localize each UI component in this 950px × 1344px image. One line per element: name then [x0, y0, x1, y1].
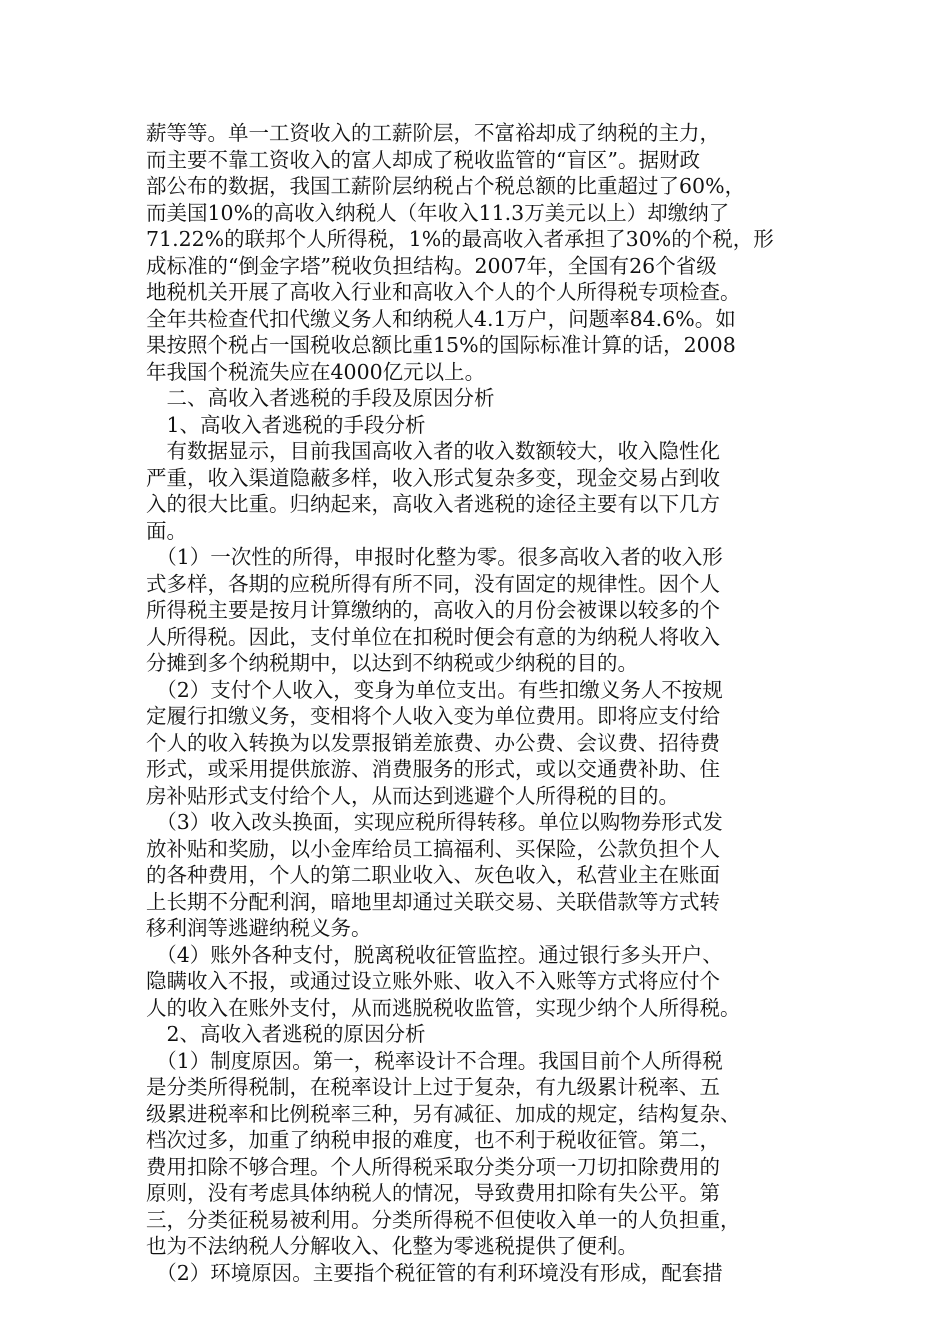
text-line: 71.22%的联邦个人所得税，1%的最高收入者承担了30%的个税，形 — [146, 227, 774, 251]
text-line: 果按照个税占一国税收总额比重15%的国际标准计算的话，2008 — [146, 333, 736, 357]
text-line: 三，分类征税易被利用。分类所得税不但使收入单一的人负担重， — [146, 1207, 741, 1232]
text-line: 严重，收入渠道隐蔽多样，收入形式复杂多变，现金交易占到收 — [146, 465, 720, 490]
text-line: 移利润等逃避纳税义务。 — [146, 916, 372, 940]
section-heading: 二、高收入者逃税的手段及原因分析 — [146, 386, 495, 410]
text-line: 而主要不靠工资收入的富人却成了税收监管的“盲区”。据财政 — [146, 147, 700, 172]
text-line: 的各种费用，个人的第二职业收入、灰色收入，私营业主在账面 — [146, 863, 720, 887]
subsection-heading: 1、高收入者逃税的手段分析 — [146, 412, 426, 437]
text-line: 人的收入在账外支付，从而逃脱税收监管，实现少纳个人所得税。 — [146, 995, 741, 1020]
text-line: （1）一次性的所得，申报时化整为零。很多高收入者的收入形 — [146, 545, 723, 569]
text-line: （4）账外各种支付，脱离税收征管监控。通过银行多头开户、 — [146, 942, 723, 967]
text-line: 成标准的“倒金字塔”税收负担结构。2007年，全国有26个省级 — [146, 253, 717, 278]
text-line: 地税机关开展了高收入行业和高收入个人的个人所得税专项检查。 — [146, 280, 741, 304]
text-line: 面。 — [146, 518, 187, 543]
text-line: 是分类所得税制，在税率设计上过于复杂，有九级累计税率、五 — [146, 1075, 720, 1099]
document-body — [146, 120, 786, 1286]
text-line: 上长期不分配利润，暗地里却通过关联交易、关联借款等方式转 — [146, 889, 720, 914]
text-line: （2）支付个人收入，变身为单位支出。有些扣缴义务人不按规 — [146, 677, 723, 702]
subsection-heading: 2、高收入者逃税的原因分析 — [146, 1022, 426, 1046]
text-line: （3）收入改头换面，实现应税所得转移。单位以购物券形式发 — [146, 810, 723, 834]
text-line: 入的很大比重。归纳起来，高收入者逃税的途径主要有以下几方 — [146, 492, 720, 516]
text-line: 也为不法纳税人分解收入、化整为零逃税提供了便利。 — [146, 1234, 638, 1258]
text-line: 放补贴和奖励，以小金库给员工搞福利、买保险，公款负担个人 — [146, 836, 720, 861]
text-line: 所得税主要是按月计算缴纳的，高收入的月份会被课以较多的个 — [146, 598, 720, 622]
text-line: 个人的收入转换为以发票报销差旅费、办公费、会议费、招待费 — [146, 730, 720, 755]
text-line: 全年共检查代扣代缴义务人和纳税人4.1万户，问题率84.6%。如 — [146, 306, 736, 331]
text-line: 定履行扣缴义务，变相将个人收入变为单位费用。即将应支付给 — [146, 704, 720, 728]
text-line: 费用扣除不够合理。个人所得税采取分类分项一刀切扣除费用的 — [146, 1154, 720, 1179]
text-line: 式多样，各期的应税所得有所不同，没有固定的规律性。因个人 — [146, 571, 720, 596]
text-line: 原则，没有考虑具体纳税人的情况，导致费用扣除有失公平。第 — [146, 1181, 720, 1205]
text-line: 部公布的数据，我国工薪阶层纳税占个税总额的比重超过了60%， — [146, 174, 746, 198]
text-line: （2）环境原因。主要指个税征管的有利环境没有形成，配套措 — [146, 1260, 723, 1285]
text-line: 有数据显示，目前我国高收入者的收入数额较大，收入隐性化 — [146, 439, 720, 463]
text-line: 薪等等。单一工资收入的工薪阶层，不富裕却成了纳税的主力， — [146, 121, 720, 145]
text-line: 隐瞒收入不报，或通过设立账外账、收入不入账等方式将应付个 — [146, 969, 720, 993]
text-line: 形式，或采用提供旅游、消费服务的形式，或以交通费补助、住 — [146, 757, 720, 781]
text-line: 档次过多，加重了纳税申报的难度，也不利于税收征管。第二， — [146, 1128, 720, 1152]
text-line: 分摊到多个纳税期中，以达到不纳税或少纳税的目的。 — [146, 651, 638, 675]
text-line: 年我国个税流失应在4000亿元以上。 — [146, 359, 486, 384]
text-line: 而美国10%的高收入纳税人（年收入11.3万美元以上）却缴纳了 — [146, 200, 730, 225]
text-line: 级累进税率和比例税率三种，另有减征、加成的规定，结构复杂、 — [146, 1101, 741, 1126]
text-line: 房补贴形式支付给个人，从而达到逃避个人所得税的目的。 — [146, 783, 679, 808]
text-line: （1）制度原因。第一，税率设计不合理。我国目前个人所得税 — [146, 1048, 723, 1073]
text-line: 人所得税。因此，支付单位在扣税时便会有意的为纳税人将收入 — [146, 624, 720, 649]
